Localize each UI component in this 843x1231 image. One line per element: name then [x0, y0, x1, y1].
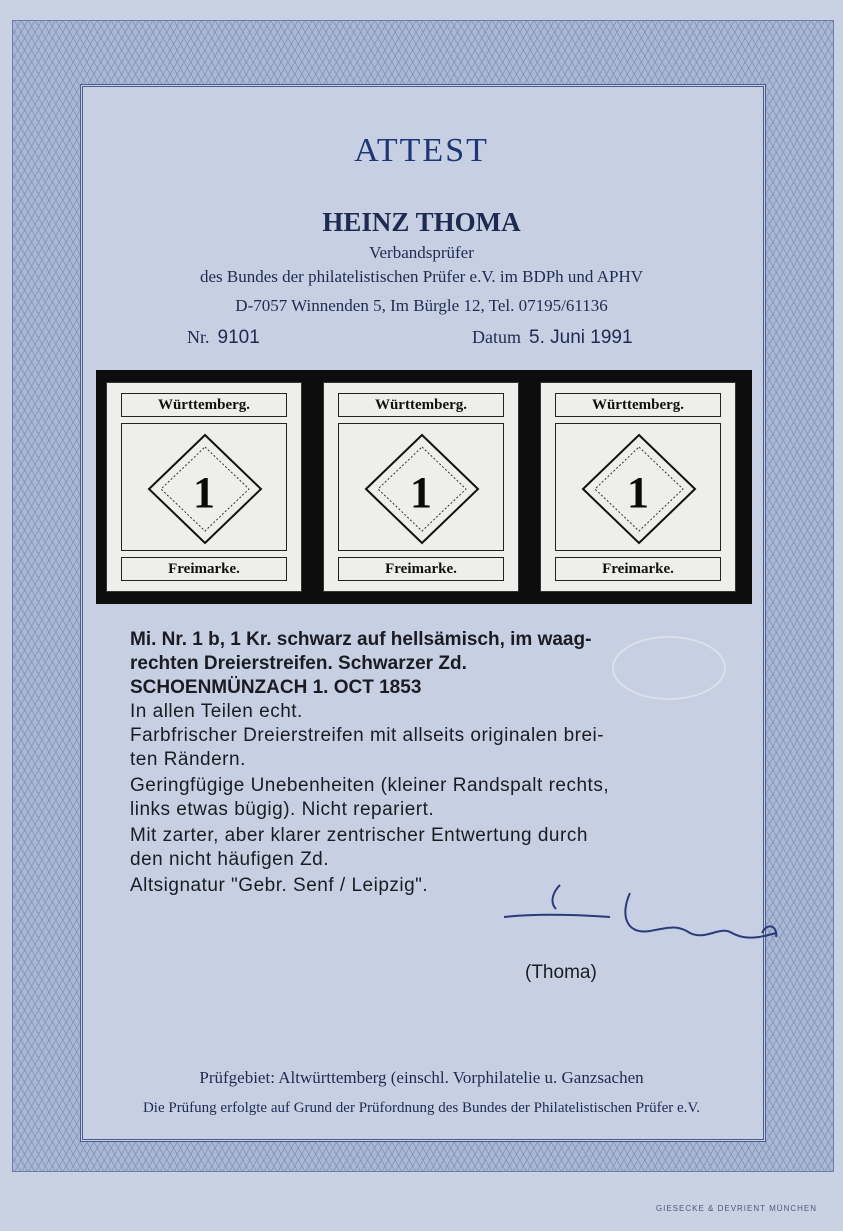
certificate-title: ATTEST — [354, 132, 489, 169]
stamp — [540, 382, 736, 592]
certificate-date — [472, 327, 633, 349]
description-line: rechten Dreierstreifen. Schwarzer Zd. — [130, 653, 467, 674]
description-line: In allen Teilen echt. — [130, 701, 303, 722]
stamp-value: 1 — [193, 468, 215, 517]
printer-imprint: GIESECKE & DEVRIENT MÜNCHEN — [655, 1204, 817, 1213]
date-value: 5. Juni 1991 — [529, 327, 633, 348]
examiner-address: D-7057 Winnenden 5, Im Bürgle 12, Tel. 07195/61136 — [235, 296, 608, 315]
stamp-type-label: Freimarke. — [121, 557, 287, 581]
signature-icon — [500, 875, 800, 955]
stamp — [323, 382, 519, 592]
description-line: SCHOENMÜNZACH 1. OCT 1853 — [130, 677, 422, 698]
stamp — [106, 382, 302, 592]
description-line: Geringfügige Unebenheiten (kleiner Randspalt rechts, — [130, 775, 610, 796]
description-line: Mit zarter, aber klarer zentrischer Entwertung durch — [130, 825, 588, 846]
number-value: 9101 — [217, 327, 260, 348]
certificate-number — [187, 327, 260, 349]
examination-scope: Prüfgebiet: Altwürttemberg (einschl. Vorphilatelie u. Ganzsachen — [199, 1068, 644, 1087]
examination-note: Die Prüfung erfolgte auf Grund der Prüfordnung des Bundes der Philatelistischen Prüfer e.V. — [142, 1100, 701, 1116]
examiner-name: HEINZ THOMA — [322, 207, 521, 237]
stamp-type-label: Freimarke. — [338, 557, 504, 581]
examiner-association: des Bundes der philatelistischen Prüfer e.V. im BDPh und APHV — [199, 267, 644, 286]
description-line: Mi. Nr. 1 b, 1 Kr. schwarz auf hellsämisch, im waag- — [130, 629, 592, 650]
date-label: Datum — [472, 327, 521, 347]
stamp-country-label: Württemberg. — [555, 393, 721, 417]
signature-name: (Thoma) — [525, 962, 597, 983]
description-line: ten Rändern. — [130, 749, 246, 770]
description-line: Farbfrischer Dreierstreifen mit allseits originalen brei- — [130, 725, 605, 746]
number-label: Nr. — [187, 327, 210, 347]
stamp-value: 1 — [410, 468, 432, 517]
stamp-value: 1 — [627, 468, 649, 517]
description-line: Altsignatur "Gebr. Senf / Leipzig". — [130, 875, 429, 896]
description-line: links etwas bügig). Nicht repariert. — [130, 799, 435, 820]
description-line: den nicht häufigen Zd. — [130, 849, 330, 870]
stamp-type-label: Freimarke. — [555, 557, 721, 581]
stamp-strip-photo — [96, 370, 752, 604]
stamp-country-label: Württemberg. — [121, 393, 287, 417]
stamp-country-label: Württemberg. — [338, 393, 504, 417]
examiner-role: Verbandsprüfer — [369, 243, 474, 262]
